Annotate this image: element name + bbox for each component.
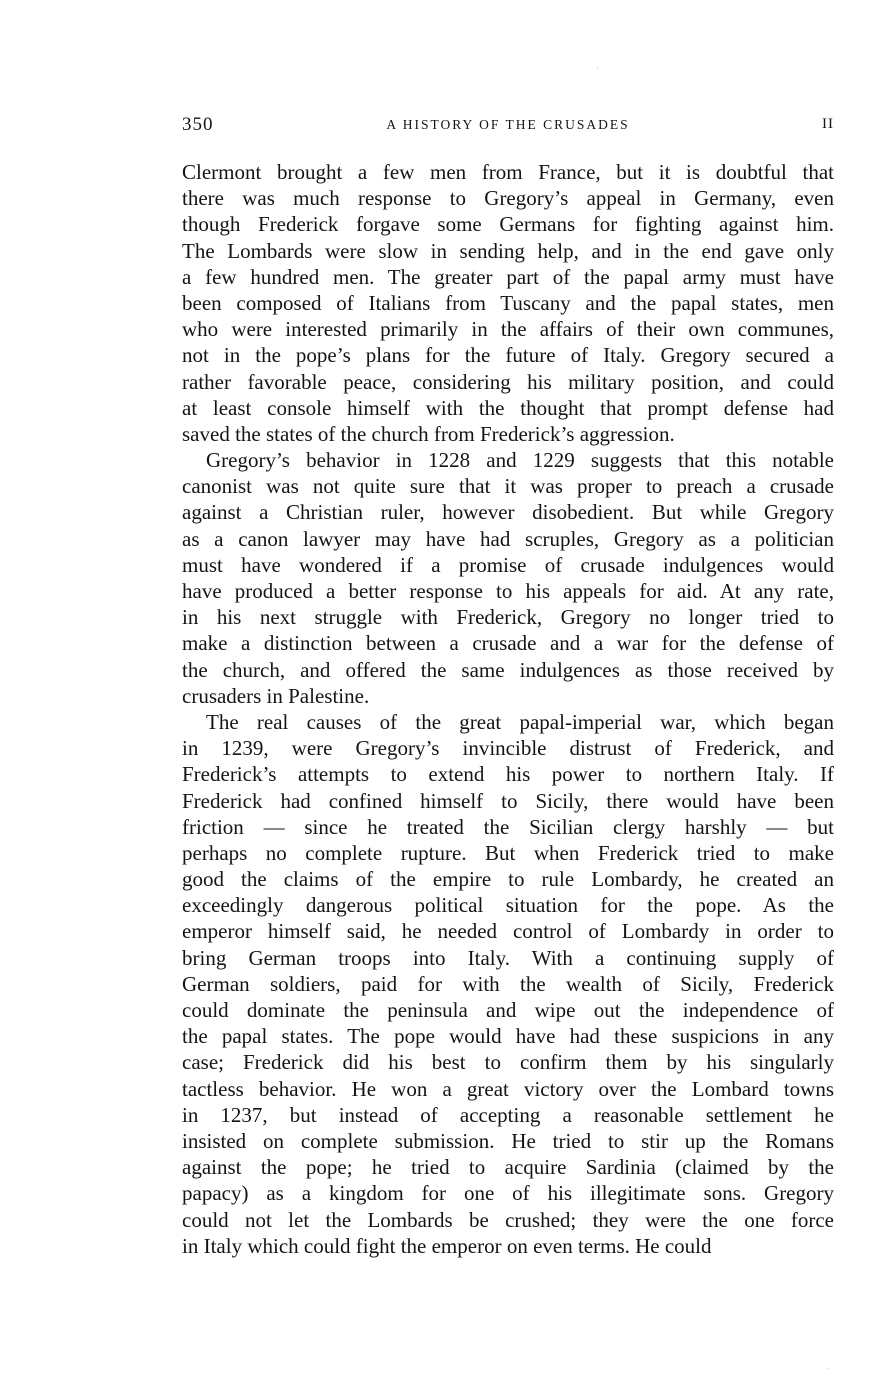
paragraph xyxy=(182,447,834,709)
text-line: case; Frederick did his best to confirm them by his singularly xyxy=(182,1050,834,1075)
page-number: 350 xyxy=(182,114,214,135)
scan-speck: · xyxy=(596,64,600,75)
text-line: emperor himself said, he needed control of Lombardy in order to xyxy=(182,919,834,944)
text-line: the papal states. The pope would have had these suspicions in any xyxy=(182,1024,834,1049)
text-line: in 1237, but instead of accepting a reasonable settlement he xyxy=(182,1102,834,1127)
body-text xyxy=(182,159,834,1259)
text-line: The Lombards were slow in sending help, and in the end gave only xyxy=(182,238,834,263)
text-line: who were interested primarily in the affairs of their own communes, xyxy=(182,317,834,342)
running-head: A HISTORY OF THE CRUSADES xyxy=(386,117,630,132)
text-line: Frederick’s attempts to extend his power to northern Italy. If xyxy=(182,762,834,787)
text-line: at least console himself with the thought that prompt defense had xyxy=(182,395,834,420)
text-line: must have wondered if a promise of crusade indulgences would xyxy=(182,552,834,577)
paragraph xyxy=(182,159,834,447)
scan-speck: · xyxy=(826,1364,830,1375)
text-line: crusaders in Palestine. xyxy=(182,683,370,708)
text-line: The real causes of the great papal-imperial war, which began xyxy=(206,709,834,734)
text-line: against the pope; he tried to acquire Sardinia (claimed by the xyxy=(182,1155,834,1180)
text-line: as a canon lawyer may have had scruples, Gregory as a politician xyxy=(182,526,834,551)
text-line: good the claims of the empire to rule Lombardy, he created an xyxy=(182,867,834,892)
text-line: tactless behavior. He won a great victory over the Lombard towns xyxy=(182,1076,834,1101)
text-line: insisted on complete submission. He tried to stir up the Romans xyxy=(182,1128,834,1153)
text-line: the church, and offered the same indulgences as those received by xyxy=(182,657,834,682)
page-header xyxy=(182,114,834,142)
text-line: could not let the Lombards be crushed; they were the one force xyxy=(182,1207,834,1232)
text-line: in his next struggle with Frederick, Gregory no longer tried to xyxy=(182,605,834,630)
text-line: Gregory’s behavior in 1228 and 1229 suggests that this notable xyxy=(206,448,834,473)
text-line: make a distinction between a crusade and a war for the defense of xyxy=(182,631,834,656)
text-line: rather favorable peace, considering his military position, and could xyxy=(182,369,834,394)
text-line: been composed of Italians from Tuscany and the papal states, men xyxy=(182,290,834,315)
text-line: perhaps no complete rupture. But when Frederick tried to make xyxy=(182,840,834,865)
text-line: not in the pope’s plans for the future of Italy. Gregory secured a xyxy=(182,343,834,368)
text-line: Frederick had confined himself to Sicily, there would have been xyxy=(182,788,834,813)
text-line: saved the states of the church from Frederick’s aggression. xyxy=(182,421,675,446)
text-line: in Italy which could fight the emperor on even terms. He could xyxy=(182,1233,712,1258)
text-line: a few hundred men. The greater part of the papal army must have xyxy=(182,264,834,289)
text-line: German soldiers, paid for with the wealth of Sicily, Frederick xyxy=(182,971,834,996)
text-line: canonist was not quite sure that it was proper to preach a crusade xyxy=(182,474,834,499)
text-line: in 1239, were Gregory’s invincible distrust of Frederick, and xyxy=(182,736,834,761)
text-line: papacy) as a kingdom for one of his illegitimate sons. Gregory xyxy=(182,1181,834,1206)
text-line: there was much response to Gregory’s appeal in Germany, even xyxy=(182,186,834,211)
volume-number: II xyxy=(822,116,834,132)
paragraph xyxy=(182,709,834,1259)
text-line: have produced a better response to his appeals for aid. At any rate, xyxy=(182,579,834,603)
text-line: bring German troops into Italy. With a continuing supply of xyxy=(182,945,834,970)
text-line: though Frederick forgave some Germans for fighting against him. xyxy=(182,212,834,237)
text-line: against a Christian ruler, however disobedient. But while Gregory xyxy=(182,500,834,525)
text-line: Clermont brought a few men from France, but it is doubtful that xyxy=(182,160,834,184)
text-line: friction — since he treated the Sicilian clergy harshly — but xyxy=(182,814,834,839)
text-line: exceedingly dangerous political situation for the pope. As the xyxy=(182,893,834,918)
text-line: could dominate the peninsula and wipe out the independence of xyxy=(182,998,834,1022)
